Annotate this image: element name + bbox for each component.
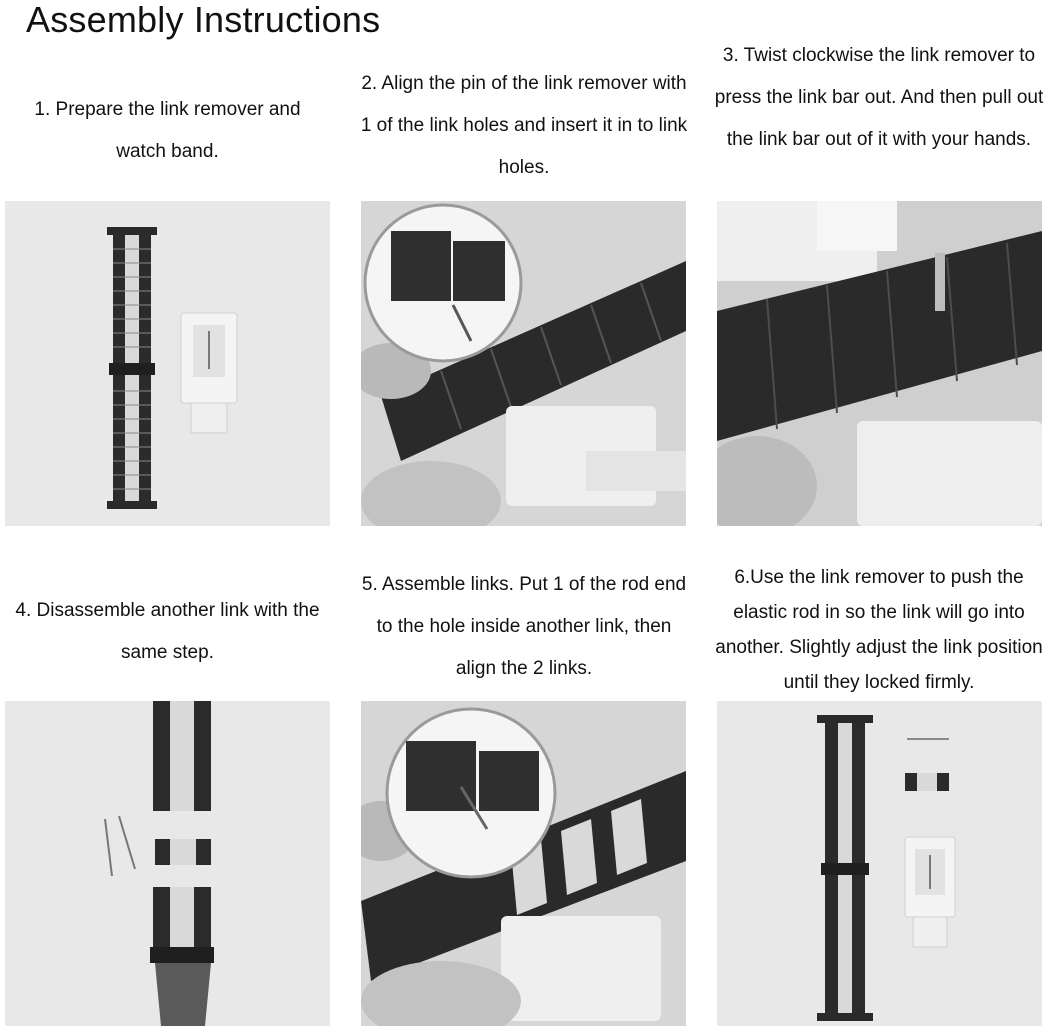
step-4-image [5, 701, 330, 1026]
page-title: Assembly Instructions [26, 0, 381, 40]
step-6-image [717, 701, 1042, 1026]
step-2-image [361, 201, 686, 526]
step-1-image [5, 201, 330, 526]
step-5-caption: 5. Assemble links. Put 1 of the rod end to the hole inside another link, then align the 2 links. [361, 574, 687, 679]
step-3-caption: 3. Twist clockwise the link remover to press the link bar out. And then pull out the link bar out of it with your hands. [714, 45, 1044, 150]
step-6-caption: 6.Use the link remover to push the elastic rod in so the link will go into another. Slightly adjust the link position until they locked firmly. [715, 567, 1043, 693]
step-1-caption: 1. Prepare the link remover and watch band. [34, 99, 301, 162]
step-2-caption: 2. Align the pin of the link remover with 1 of the link holes and insert it in to link holes. [360, 73, 688, 178]
step-5-image [361, 701, 686, 1026]
step-3-image [717, 201, 1042, 526]
step-4-caption: 4. Disassemble another link with the same step. [15, 600, 320, 663]
